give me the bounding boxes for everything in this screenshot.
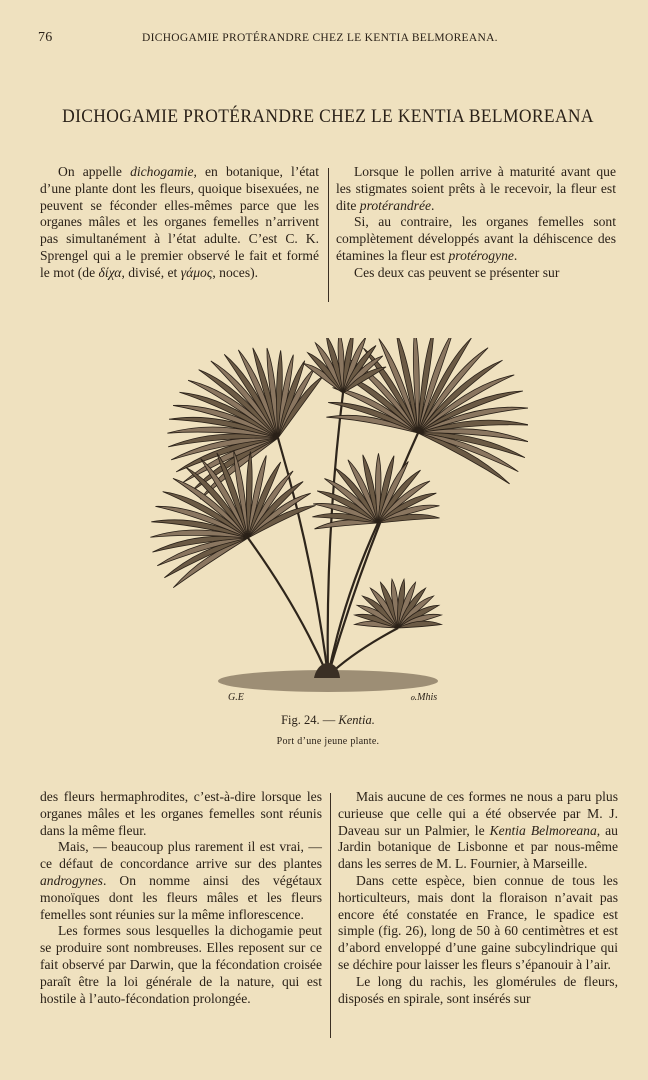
- text-run: .: [513, 247, 518, 263]
- text-run: , en botanique, l’état d’une plante dont les fleurs, quoique bisexuées, ne peuvent se féconder elles-mêmes parce que les organes mâles et les organes femelles n’arrivent pas simultanément à l’état adulte. C’est C. K. Sprengel qui a le premier observé le fait et formé le mot (de: [40, 164, 319, 280]
- figure-name: Kentia.: [338, 713, 375, 727]
- page-number: 76: [38, 30, 53, 45]
- term-dichogamie: dichogamie: [130, 164, 194, 179]
- palm-stem: [278, 438, 328, 676]
- paragraph: [40, 839, 322, 923]
- term-proterandree: protérandrée: [359, 197, 432, 213]
- figure-caption: [38, 713, 618, 728]
- paragraph: Dans cette espèce, bien connue de tous les horticulteurs, mais dont la floraison n’avait pas encore été constatée en France, le spadice est simple (fig. 26), long de 50 à 60 centimètres et est d’abord enveloppé d’une gaine subcylindrique qui se déchire pour laisser les fleurs s’épanouir à l’air.: [338, 872, 618, 972]
- column-top-left: [40, 164, 319, 282]
- running-title: DICHOGAMIE PROTÉRANDRE CHEZ LE KENTIA BELMOREANA.: [142, 32, 498, 44]
- text-run: Si, au contraire, les organes femelles sont complètement développés avant la déhiscence des étamines la fleur est: [336, 214, 616, 263]
- column-bottom-right: [338, 789, 618, 1007]
- text-run: .: [431, 197, 435, 213]
- paragraph: Le long du rachis, les glomérules de fleurs, disposés en spirale, sont insérés sur: [338, 973, 618, 1006]
- palm-base: [314, 663, 340, 678]
- paragraph: [336, 164, 616, 214]
- text-run: Mais, — beaucoup plus rarement il est vrai, — ce défaut de concordance arrive sur des plantes: [40, 839, 322, 872]
- text-run: . On nomme ainsi des végétaux monoïques dont les fleurs mâles et les fleurs femelles sont réunies sur la même inflorescence.: [40, 872, 322, 922]
- engraver-signature-right: ℴ.Mhis: [410, 692, 438, 703]
- figure-kentia-palm: [128, 338, 528, 706]
- paragraph: Les formes sous lesquelles la dichogamie peut se produire sont nombreuses. Elles reposent sur ce fait observé par Darwin, que la fécondation croisée paraît être la loi générale de la nature, qui est hostile à l’auto-fécondation prolongée.: [40, 923, 322, 1006]
- article-title: DICHOGAMIE PROTÉRANDRE CHEZ LE KENTIA BELMOREANA: [62, 106, 594, 127]
- figure-number: Fig. 24. —: [281, 713, 339, 727]
- figure-subcaption: Port d’une jeune plante.: [276, 736, 380, 747]
- text-run: , divisé, et: [121, 264, 181, 280]
- term-androgynes: androgynes: [40, 872, 103, 888]
- paragraph: [338, 789, 618, 873]
- palm-illustration: [128, 338, 528, 706]
- text-run: On appelle: [58, 164, 131, 179]
- paragraph: des fleurs hermaphrodites, c’est-à-dire lorsque les organes mâles et les organes femelles sont réunis dans la même fleur.: [40, 789, 322, 838]
- text-run: Mais aucune de ces formes ne nous a paru plus curieuse que celle qui a été observée par M. J. Daveau sur un Palmier, le: [338, 789, 618, 838]
- column-bottom-left: [40, 789, 322, 1007]
- text-run: , au Jardin botanique de Lisbonne et par nous-même dans les serres de M. L. Fournier, à Marseille.: [338, 822, 618, 872]
- species-name: Kentia Belmoreana: [489, 822, 597, 838]
- column-top-right: [336, 164, 616, 282]
- text-run: Lorsque le pollen arrive à maturité avant que les stigmates soient prêts à le recevoir, la fleur est dite: [336, 164, 616, 213]
- term-proterogyne: protérogyne: [448, 247, 514, 263]
- palm-fronds: [150, 338, 528, 628]
- palm-stem: [248, 538, 328, 676]
- greek-term: γάμος: [180, 264, 213, 280]
- column-divider: [330, 793, 331, 1038]
- paragraph: Ces deux cas peuvent se présenter sur: [354, 264, 560, 280]
- column-divider: [328, 168, 329, 302]
- paragraph: [40, 164, 319, 282]
- text-run: , noces).: [212, 264, 259, 280]
- engraver-signature-left: G.E: [228, 692, 244, 703]
- running-head: [38, 30, 618, 50]
- greek-term: δίχα: [98, 264, 122, 280]
- paragraph: [336, 214, 616, 264]
